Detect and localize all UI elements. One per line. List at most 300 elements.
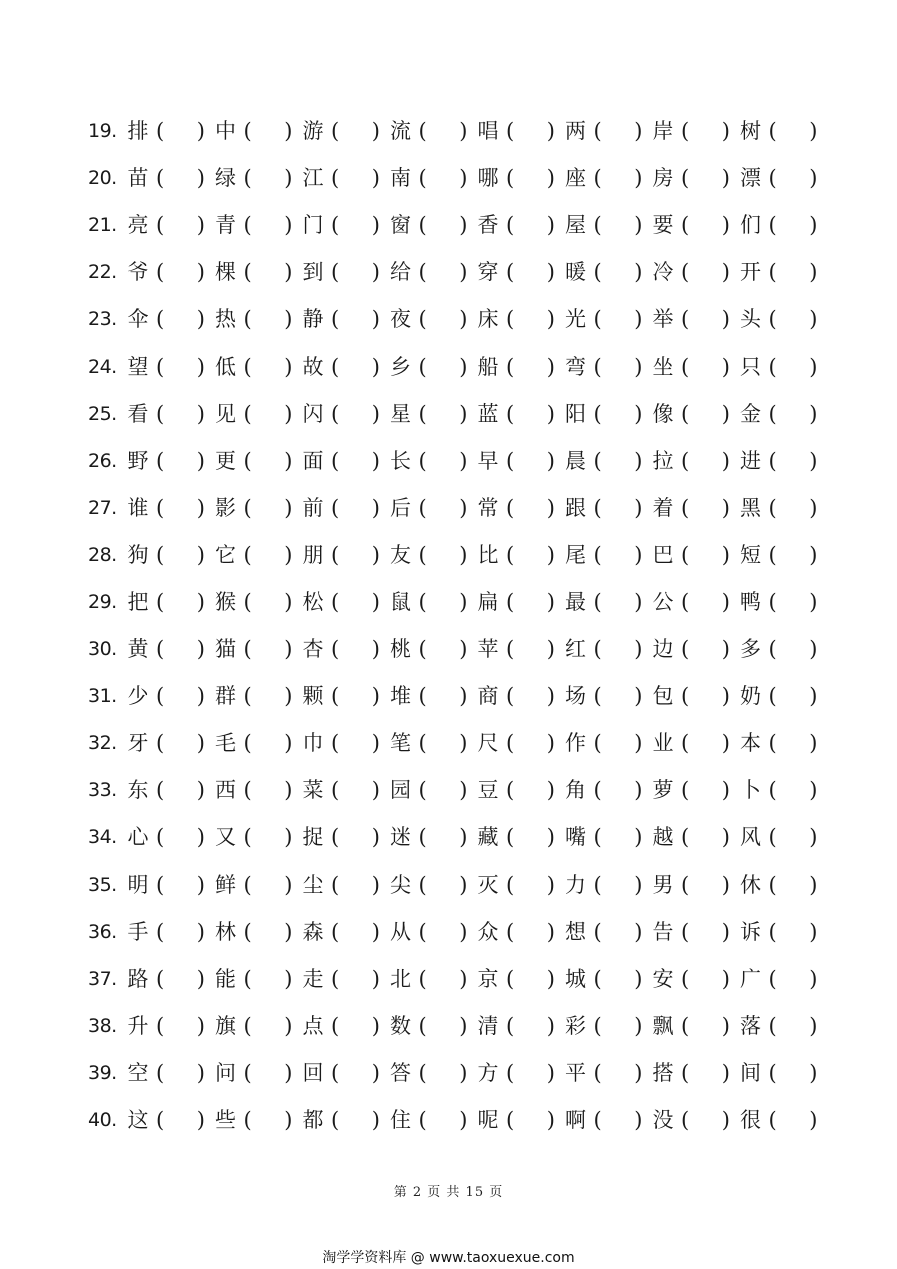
character-cell (564, 872, 652, 897)
row-cells (126, 872, 828, 897)
answer-blank[interactable] (150, 495, 208, 520)
answer-blank[interactable] (675, 589, 733, 614)
answer-blank[interactable] (588, 309, 646, 330)
answer-blank[interactable] (413, 215, 471, 236)
answer-blank[interactable] (588, 168, 646, 189)
answer-blank[interactable] (675, 1013, 733, 1038)
answer-blank[interactable] (675, 401, 733, 426)
answer-blank[interactable] (763, 401, 821, 426)
character-cell (476, 919, 564, 944)
answer-blank[interactable] (413, 1110, 471, 1131)
answer-blank[interactable] (763, 354, 821, 379)
answer-blank[interactable] (150, 215, 208, 236)
character: 住 (390, 1108, 411, 1133)
answer-blank[interactable] (413, 542, 471, 567)
character-cell (651, 919, 739, 944)
paren-close: ) (546, 260, 555, 285)
answer-blank[interactable] (150, 827, 208, 848)
answer-blank[interactable] (150, 966, 208, 991)
answer-blank[interactable] (763, 168, 821, 189)
answer-blank[interactable] (588, 215, 646, 236)
answer-blank[interactable] (500, 919, 558, 944)
character: 拉 (652, 448, 674, 473)
answer-blank[interactable] (500, 542, 558, 567)
answer-blank[interactable] (675, 448, 733, 473)
answer-blank[interactable] (238, 966, 296, 991)
character-cell (301, 121, 389, 142)
row-cells (126, 542, 828, 567)
answer-blank[interactable] (588, 542, 646, 567)
paren-close: ) (284, 1060, 293, 1085)
paren-open: ( (506, 872, 515, 897)
paren-open: ( (243, 401, 252, 426)
answer-blank[interactable] (675, 686, 733, 707)
character-cell (389, 686, 477, 707)
answer-blank[interactable] (675, 919, 733, 944)
paren-close: ) (634, 872, 643, 897)
character: 间 (740, 1060, 761, 1085)
character: 问 (215, 1060, 236, 1085)
paren-close: ) (634, 1060, 643, 1085)
paren-open: ( (593, 448, 602, 473)
answer-blank[interactable] (238, 354, 296, 379)
answer-blank[interactable] (150, 1060, 208, 1085)
paren-close: ) (196, 213, 205, 238)
answer-blank[interactable] (325, 686, 383, 707)
answer-blank[interactable] (675, 872, 733, 897)
answer-blank[interactable] (238, 1060, 296, 1085)
paren-open: ( (681, 401, 690, 426)
row-cells (126, 686, 828, 707)
paren-open: ( (243, 1013, 252, 1038)
answer-blank[interactable] (500, 589, 558, 614)
answer-blank[interactable] (325, 262, 383, 283)
answer-blank[interactable] (238, 827, 296, 848)
paren-close: ) (546, 166, 555, 191)
character-cell (126, 780, 214, 801)
answer-blank[interactable] (763, 872, 821, 897)
answer-blank[interactable] (675, 966, 733, 991)
answer-blank[interactable] (763, 542, 821, 567)
character: 把 (127, 589, 149, 614)
answer-blank[interactable] (500, 966, 558, 991)
answer-blank[interactable] (588, 686, 646, 707)
character: 床 (477, 307, 499, 332)
character: 毛 (215, 731, 236, 756)
answer-blank[interactable] (413, 733, 471, 754)
answer-blank[interactable] (238, 872, 296, 897)
answer-blank[interactable] (150, 686, 208, 707)
answer-blank[interactable] (325, 1013, 383, 1038)
answer-blank[interactable] (500, 686, 558, 707)
answer-blank[interactable] (150, 589, 208, 614)
answer-blank[interactable] (500, 780, 558, 801)
watermark-text: 淘学学资料库 @ www.taoxuexue.com (322, 1250, 575, 1266)
answer-blank[interactable] (588, 1110, 646, 1131)
answer-blank[interactable] (763, 1110, 821, 1131)
answer-blank[interactable] (413, 448, 471, 473)
exercise-row (88, 343, 828, 390)
row-cells (126, 121, 828, 142)
answer-blank[interactable] (150, 919, 208, 944)
character-cell (564, 780, 652, 801)
answer-blank[interactable] (325, 827, 383, 848)
answer-blank[interactable] (150, 262, 208, 283)
answer-blank[interactable] (500, 827, 558, 848)
answer-blank[interactable] (413, 309, 471, 330)
paren-close: ) (809, 825, 818, 850)
answer-blank[interactable] (413, 966, 471, 991)
answer-blank[interactable] (675, 215, 733, 236)
answer-blank[interactable] (325, 589, 383, 614)
answer-blank[interactable] (238, 448, 296, 473)
character-cell (214, 168, 302, 189)
answer-blank[interactable] (238, 215, 296, 236)
exercise-row (88, 956, 828, 1003)
answer-blank[interactable] (325, 121, 383, 142)
character: 江 (302, 166, 324, 191)
paren-open: ( (768, 307, 777, 332)
answer-blank[interactable] (238, 589, 296, 614)
answer-blank[interactable] (675, 354, 733, 379)
answer-blank[interactable] (500, 872, 558, 897)
answer-blank[interactable] (500, 733, 558, 754)
answer-blank[interactable] (325, 401, 383, 426)
answer-blank[interactable] (675, 1110, 733, 1131)
paren-open: ( (331, 778, 340, 803)
answer-blank[interactable] (413, 780, 471, 801)
character-cell (301, 354, 389, 379)
paren-close: ) (721, 542, 730, 567)
character: 多 (740, 637, 761, 662)
paren-close: ) (721, 213, 730, 238)
answer-blank[interactable] (413, 686, 471, 707)
character: 低 (215, 354, 236, 379)
character: 黑 (740, 495, 761, 520)
answer-blank[interactable] (675, 827, 733, 848)
answer-blank[interactable] (325, 872, 383, 897)
answer-blank[interactable] (500, 1110, 558, 1131)
answer-blank[interactable] (150, 1110, 208, 1131)
character-cell (651, 215, 739, 236)
paren-close: ) (809, 260, 818, 285)
paren-close: ) (634, 448, 643, 473)
answer-blank[interactable] (150, 639, 208, 660)
answer-blank[interactable] (413, 495, 471, 520)
paren-open: ( (418, 919, 427, 944)
answer-blank[interactable] (763, 262, 821, 283)
answer-blank[interactable] (325, 495, 383, 520)
character: 落 (740, 1013, 761, 1038)
answer-blank[interactable] (588, 1060, 646, 1085)
paren-close: ) (196, 872, 205, 897)
answer-blank[interactable] (588, 639, 646, 660)
paren-open: ( (593, 119, 602, 144)
character: 尾 (565, 542, 586, 567)
character: 哪 (477, 166, 499, 191)
answer-blank[interactable] (588, 262, 646, 283)
answer-blank[interactable] (763, 639, 821, 660)
answer-blank[interactable] (238, 733, 296, 754)
paren-open: ( (243, 872, 252, 897)
character: 彩 (565, 1013, 586, 1038)
answer-blank[interactable] (763, 966, 821, 991)
answer-blank[interactable] (763, 495, 821, 520)
paren-close: ) (371, 919, 380, 944)
answer-blank[interactable] (588, 589, 646, 614)
paren-close: ) (284, 542, 293, 567)
answer-blank[interactable] (500, 1013, 558, 1038)
paren-close: ) (546, 1060, 555, 1085)
answer-blank[interactable] (588, 966, 646, 991)
answer-blank[interactable] (675, 168, 733, 189)
answer-blank[interactable] (150, 401, 208, 426)
character-cell (301, 686, 389, 707)
answer-blank[interactable] (763, 448, 821, 473)
answer-blank[interactable] (238, 121, 296, 142)
answer-blank[interactable] (588, 401, 646, 426)
character-cell (214, 354, 302, 379)
paren-open: ( (156, 872, 165, 897)
answer-blank[interactable] (500, 168, 558, 189)
exercise-row (88, 673, 828, 720)
answer-blank[interactable] (238, 168, 296, 189)
answer-blank[interactable] (325, 448, 383, 473)
character-cell (564, 448, 652, 473)
answer-blank[interactable] (588, 495, 646, 520)
answer-blank[interactable] (413, 1013, 471, 1038)
paren-close: ) (196, 1060, 205, 1085)
character: 答 (390, 1060, 411, 1085)
answer-blank[interactable] (588, 827, 646, 848)
answer-blank[interactable] (325, 780, 383, 801)
answer-blank[interactable] (150, 448, 208, 473)
character-cell (301, 309, 389, 330)
answer-blank[interactable] (238, 401, 296, 426)
answer-blank[interactable] (588, 919, 646, 944)
answer-blank[interactable] (238, 919, 296, 944)
paren-close: ) (634, 919, 643, 944)
answer-blank[interactable] (150, 780, 208, 801)
answer-blank[interactable] (325, 639, 383, 660)
answer-blank[interactable] (150, 1013, 208, 1038)
answer-blank[interactable] (413, 401, 471, 426)
answer-blank[interactable] (238, 686, 296, 707)
answer-blank[interactable] (238, 780, 296, 801)
answer-blank[interactable] (325, 354, 383, 379)
answer-blank[interactable] (325, 168, 383, 189)
character: 青 (215, 213, 236, 238)
answer-blank[interactable] (238, 262, 296, 283)
answer-blank[interactable] (413, 872, 471, 897)
answer-blank[interactable] (413, 639, 471, 660)
answer-blank[interactable] (413, 354, 471, 379)
paren-close: ) (459, 213, 468, 238)
answer-blank[interactable] (763, 589, 821, 614)
answer-blank[interactable] (588, 448, 646, 473)
paren-open: ( (593, 637, 602, 662)
character: 弯 (565, 354, 586, 379)
paren-close: ) (721, 1108, 730, 1133)
character-cell (651, 168, 739, 189)
character: 看 (127, 401, 149, 426)
answer-blank[interactable] (675, 262, 733, 283)
answer-blank[interactable] (500, 639, 558, 660)
paren-open: ( (681, 919, 690, 944)
answer-blank[interactable] (675, 733, 733, 754)
answer-blank[interactable] (763, 309, 821, 330)
paren-open: ( (331, 589, 340, 614)
answer-blank[interactable] (413, 827, 471, 848)
answer-blank[interactable] (500, 215, 558, 236)
character-cell (739, 1110, 827, 1131)
paren-close: ) (634, 166, 643, 191)
character: 都 (302, 1108, 324, 1133)
answer-blank[interactable] (500, 309, 558, 330)
character-cell (126, 1013, 214, 1038)
answer-blank[interactable] (413, 589, 471, 614)
character-cell (476, 872, 564, 897)
answer-blank[interactable] (500, 401, 558, 426)
answer-blank[interactable] (500, 448, 558, 473)
answer-blank[interactable] (588, 121, 646, 142)
character-cell (651, 354, 739, 379)
answer-blank[interactable] (238, 495, 296, 520)
character: 漂 (740, 166, 761, 191)
paren-close: ) (284, 778, 293, 803)
answer-blank[interactable] (413, 168, 471, 189)
answer-blank[interactable] (325, 733, 383, 754)
character: 苗 (127, 166, 149, 191)
paren-open: ( (156, 213, 165, 238)
answer-blank[interactable] (763, 733, 821, 754)
answer-blank[interactable] (325, 1110, 383, 1131)
answer-blank[interactable] (763, 686, 821, 707)
answer-blank[interactable] (150, 542, 208, 567)
character-cell (126, 309, 214, 330)
paren-open: ( (506, 1108, 515, 1133)
character-cell (126, 872, 214, 897)
answer-blank[interactable] (763, 121, 821, 142)
exercise-row (88, 249, 828, 296)
paren-close: ) (721, 448, 730, 473)
answer-blank[interactable] (325, 542, 383, 567)
answer-blank[interactable] (763, 827, 821, 848)
character-cell (739, 448, 827, 473)
answer-blank[interactable] (413, 919, 471, 944)
answer-blank[interactable] (500, 1060, 558, 1085)
answer-blank[interactable] (763, 215, 821, 236)
answer-blank[interactable] (763, 1060, 821, 1085)
answer-blank[interactable] (238, 309, 296, 330)
answer-blank[interactable] (675, 542, 733, 567)
paren-close: ) (371, 684, 380, 709)
answer-blank[interactable] (325, 919, 383, 944)
character: 迷 (390, 825, 411, 850)
paren-close: ) (284, 872, 293, 897)
paren-open: ( (768, 542, 777, 567)
answer-blank[interactable] (675, 121, 733, 142)
character: 到 (302, 260, 324, 285)
character-cell (389, 354, 477, 379)
character: 没 (652, 1108, 674, 1133)
character-cell (739, 121, 827, 142)
paren-close: ) (809, 919, 818, 944)
answer-blank[interactable] (763, 780, 821, 801)
answer-blank[interactable] (413, 262, 471, 283)
answer-blank[interactable] (500, 495, 558, 520)
answer-blank[interactable] (238, 542, 296, 567)
answer-blank[interactable] (325, 1060, 383, 1085)
answer-blank[interactable] (588, 733, 646, 754)
answer-blank[interactable] (675, 1060, 733, 1085)
answer-blank[interactable] (413, 1060, 471, 1085)
answer-blank[interactable] (238, 1110, 296, 1131)
character-cell (126, 448, 214, 473)
answer-blank[interactable] (675, 780, 733, 801)
paren-open: ( (593, 213, 602, 238)
paren-open: ( (331, 919, 340, 944)
answer-blank[interactable] (675, 309, 733, 330)
answer-blank[interactable] (150, 872, 208, 897)
paren-close: ) (371, 1060, 380, 1085)
answer-blank[interactable] (588, 872, 646, 897)
answer-blank[interactable] (500, 121, 558, 142)
paren-open: ( (506, 260, 515, 285)
answer-blank[interactable] (325, 309, 383, 330)
answer-blank[interactable] (150, 168, 208, 189)
answer-blank[interactable] (325, 215, 383, 236)
paren-open: ( (681, 448, 690, 473)
answer-blank[interactable] (588, 780, 646, 801)
character: 商 (477, 684, 499, 709)
paren-close: ) (634, 778, 643, 803)
answer-blank[interactable] (588, 1013, 646, 1038)
character: 公 (652, 589, 674, 614)
answer-blank[interactable] (150, 309, 208, 330)
paren-open: ( (593, 260, 602, 285)
character: 望 (127, 354, 149, 379)
character: 爷 (127, 260, 149, 285)
paren-close: ) (284, 495, 293, 520)
character-cell (214, 686, 302, 707)
answer-blank[interactable] (588, 354, 646, 379)
character: 短 (740, 542, 761, 567)
answer-blank[interactable] (763, 1013, 821, 1038)
character: 影 (215, 495, 236, 520)
character: 头 (740, 307, 761, 332)
exercise-row (88, 296, 828, 343)
exercise-row (88, 108, 828, 155)
character: 从 (390, 919, 411, 944)
answer-blank[interactable] (238, 639, 296, 660)
answer-blank[interactable] (150, 354, 208, 379)
answer-blank[interactable] (150, 121, 208, 142)
answer-blank[interactable] (325, 966, 383, 991)
answer-blank[interactable] (500, 262, 558, 283)
answer-blank[interactable] (763, 919, 821, 944)
answer-blank[interactable] (238, 1013, 296, 1038)
answer-blank[interactable] (675, 639, 733, 660)
paren-close: ) (546, 637, 555, 662)
answer-blank[interactable] (413, 121, 471, 142)
answer-blank[interactable] (500, 354, 558, 379)
row-cells (126, 919, 828, 944)
character: 常 (477, 495, 499, 520)
answer-blank[interactable] (675, 495, 733, 520)
answer-blank[interactable] (150, 733, 208, 754)
character: 手 (127, 919, 149, 944)
